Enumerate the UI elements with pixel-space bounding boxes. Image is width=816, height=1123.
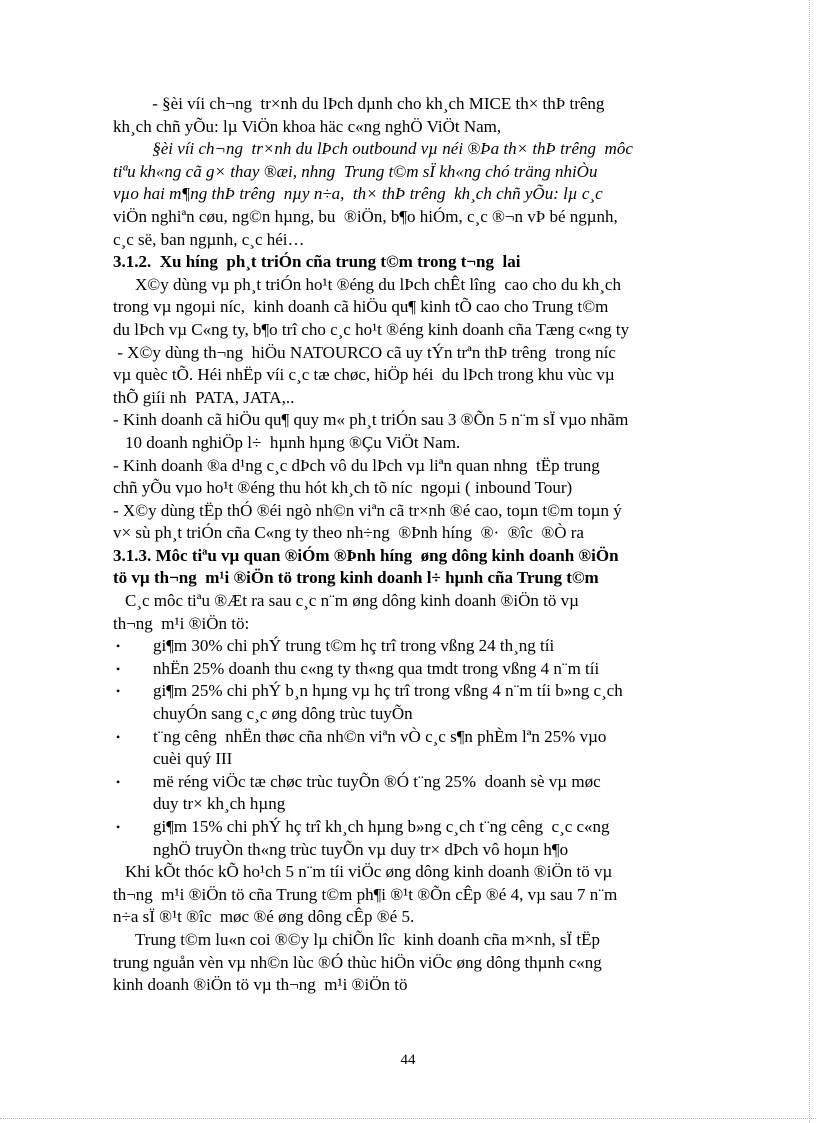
bullet-item — [113, 771, 683, 794]
page-border-right — [809, 0, 810, 1123]
paragraph-line: thÕ giíi nh PATA, JATA,.. — [113, 387, 295, 407]
page-body — [113, 93, 683, 997]
bullet-item — [113, 635, 683, 658]
bullet-icon: • — [116, 729, 121, 744]
paragraph-line: §èi víi ch¬ng tr×nh du lÞch outbound vµ néi ®Þa th× thÞ trêng môc — [148, 139, 633, 159]
bullet-continuation: chuyÓn sang c¸c øng dông trùc tuyÕn — [153, 704, 413, 724]
paragraph-line: 10 doanh nghiÖp l÷ hµnh hµng ®Çu ViÖt Nam. — [125, 432, 461, 452]
paragraph-line: vµ quèc tÕ. Héi nhËp víi c¸c tæ chøc, hiÖp héi du lÞch trong khu vùc vµ — [113, 365, 615, 385]
paragraph-line: - §èi víi ch¬ng tr×nh du lÞch dµnh cho kh¸ch MICE th× thÞ trêng — [148, 94, 605, 113]
paragraph-line: trung nguån vèn vµ nh©n lùc ®Ó thùc hiÖn viÖc øng dông thµnh c«ng — [113, 952, 602, 972]
bullet-icon: • — [116, 661, 121, 676]
bullet-item — [113, 816, 683, 839]
bullet-item — [113, 658, 683, 681]
paragraph-line: vµo hai m¶ng thÞ trêng nµy n÷a, th× thÞ trêng kh¸ch chñ yÕu: lµ c¸c — [113, 184, 603, 204]
bullet-text: gi¶m 25% chi phÝ b¸n hµng vµ hç trî trong vßng 4 n¨m tíi b»ng c¸ch — [153, 681, 623, 701]
bullet-icon: • — [116, 820, 121, 834]
paragraph-line: th¬ng m¹i ®iÖn tö: — [113, 613, 250, 633]
paragraph-line: X©y dùng vµ ph¸t triÓn ho¹t ®éng du lÞch chÊt lîng cao cho du kh¸ch — [135, 274, 621, 294]
bullet-icon: • — [116, 684, 121, 699]
paragraph-line: - X©y dùng th¬ng hiÖu NATOURCO cã uy tÝn trªn thÞ trêng trong níc — [113, 342, 616, 362]
paragraph-line: chñ yÕu vµo ho¹t ®éng thu hót kh¸ch tõ níc ngoµi ( inbound Tour) — [113, 478, 573, 498]
bullet-continuation: nghÖ truyÒn th«ng trùc tuyÕn vµ duy tr× dÞch vô hoµn h¶o — [153, 839, 569, 859]
paragraph-line: Trung t©m lu«n coi ®©y lµ chiÕn lîc kinh doanh cña m×nh, sÏ tËp — [135, 929, 600, 949]
paragraph-line: v× sù ph¸t triÓn cña C«ng ty theo nh÷ng ®Þnh híng ®· ®îc ®Ò ra — [113, 523, 584, 543]
paragraph-line: kh¸ch chñ yÕu: lµ ViÖn khoa häc c«ng nghÖ ViÖt Nam, — [113, 116, 502, 136]
page-number: 44 — [400, 1052, 416, 1068]
bullet-continuation: duy tr× kh¸ch hµng — [153, 794, 286, 814]
paragraph-line: - X©y dùng tËp thÓ ®éi ngò nh©n viªn cã tr×nh ®é cao, toµn t©m toµn ý — [113, 500, 622, 520]
bullet-item — [113, 726, 683, 749]
bullet-text: më réng viÖc tæ chøc trùc tuyÕn ®Ó t¨ng 25% doanh sè vµ møc — [153, 771, 601, 791]
bullet-text: gi¶m 30% chi phÝ trung t©m hç trî trong vßng 24 th¸ng tíi — [153, 636, 555, 656]
bullet-icon: • — [116, 774, 121, 789]
paragraph-line: trong vµ ngoµi níc, kinh doanh cã hiÖu qu¶ kinh tÕ cao cho Trung t©m — [113, 297, 609, 317]
paragraph-line: viÖn nghiªn cøu, ng©n hµng, bu ®iÖn, b¶o hiÓm, c¸c ®¬n vÞ bé ngµnh, — [113, 206, 618, 226]
paragraph-line: c¸c së, ban ngµnh, c¸c héi… — [113, 229, 305, 249]
bullet-icon: • — [116, 639, 121, 654]
section-heading: tö vµ th¬ng m¹i ®iÖn tö trong kinh doanh l÷ hµnh cña Trung t©m — [113, 568, 599, 588]
page-border-bottom — [0, 1118, 816, 1119]
section-heading: 3.1.2. Xu híng ph¸t triÓn cña trung t©m trong t¬ng lai — [113, 252, 521, 272]
paragraph-line: - Kinh doanh ®a d¹ng c¸c dÞch vô du lÞch vµ liªn quan nhng tËp trung — [113, 455, 600, 475]
bullet-continuation: cuèi quý III — [153, 749, 233, 769]
bullet-item — [113, 680, 683, 703]
bullet-text: t¨ng cêng nhËn thøc cña nh©n viªn vÒ c¸c s¶n phÈm lªn 25% vµo — [153, 726, 607, 746]
bullet-text: gi¶m 15% chi phÝ hç trî kh¸ch hµng b»ng c¸ch t¨ng cêng c¸c c«ng — [153, 817, 610, 836]
paragraph-line: tiªu kh«ng cã g× thay ®æi, nhng Trung t©m sÏ kh«ng chó träng nhiÒu — [113, 161, 598, 181]
paragraph-line: - Kinh doanh cã hiÖu qu¶ quy m« ph¸t triÓn sau 3 ®Õn 5 n¨m sÏ vµo nhãm — [113, 410, 629, 430]
paragraph-line: kinh doanh ®iÖn tö vµ th¬ng m¹i ®iÖn tö — [113, 975, 408, 995]
bullet-text: nhËn 25% doanh thu c«ng ty th«ng qua tmdt trong vßng 4 n¨m tíi — [153, 658, 600, 678]
section-heading: 3.1.3. Môc tiªu vµ quan ®iÓm ®Þnh híng øng dông kinh doanh ®iÖn — [113, 545, 619, 565]
paragraph-line: th¬ng m¹i ®iÖn tö cña Trung t©m ph¶i ®¹t ®Õn cÊp ®é 4, vµ sau 7 n¨m — [113, 884, 618, 904]
paragraph-line: Khi kÕt thóc kÕ ho¹ch 5 n¨m tíi viÖc øng dông kinh doanh ®iÖn tö vµ — [125, 862, 613, 882]
paragraph-line: n÷a sÏ ®¹t ®îc møc ®é øng dông cÊp ®é 5. — [113, 907, 415, 927]
paragraph-line: C¸c môc tiªu ®Æt ra sau c¸c n¨m øng dông kinh doanh ®iÖn tö vµ — [125, 591, 579, 611]
paragraph-line: du lÞch vµ C«ng ty, b¶o trî cho c¸c ho¹t ®éng kinh doanh cña Tæng c«ng ty — [113, 319, 630, 339]
